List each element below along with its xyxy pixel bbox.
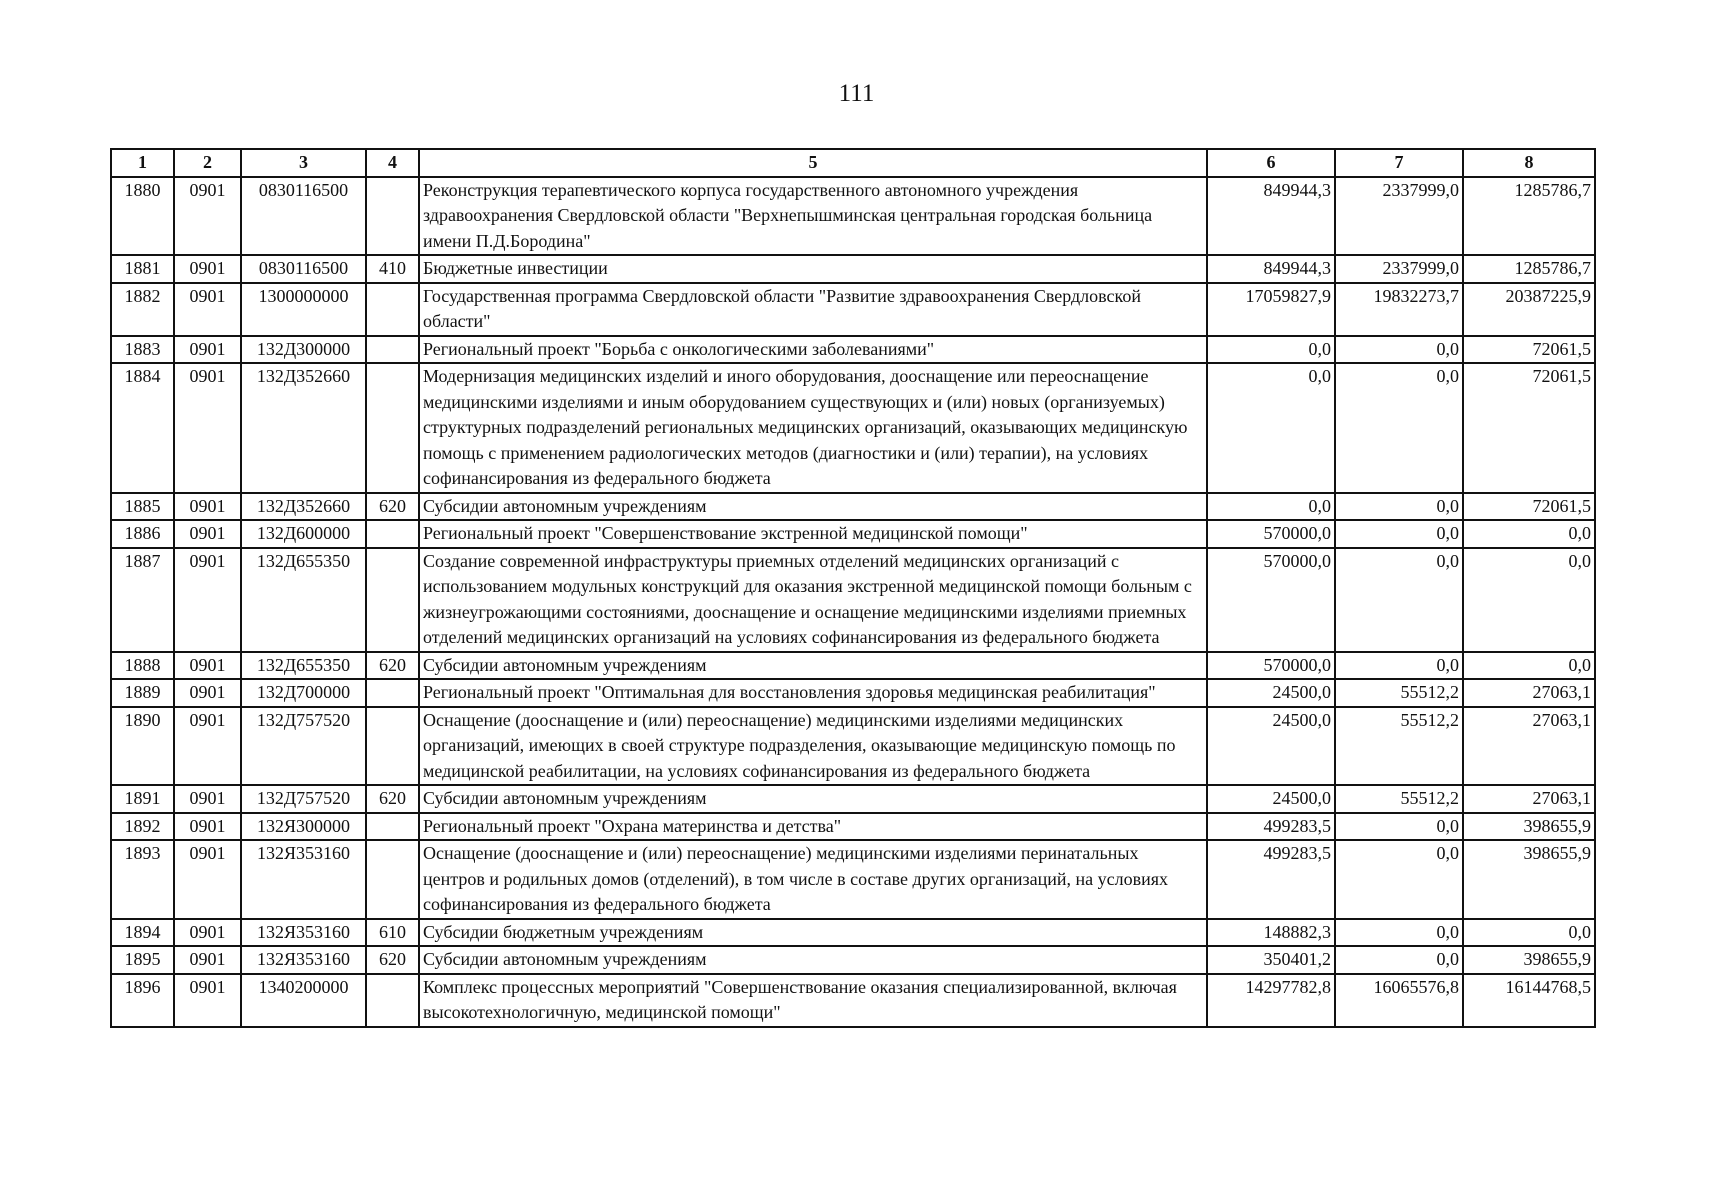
expense-type-cell: 620 bbox=[366, 946, 419, 974]
amount-col7-cell: 0,0 bbox=[1335, 840, 1463, 919]
column-header: 7 bbox=[1335, 149, 1463, 177]
item-name-cell: Создание современной инфраструктуры приемных отделений медицинских организаций с использованием модульных конструкций для оказания экстренной медицинской помощи больным с жизнеугрожающими состояниями, дооснащение и оснащение медицинскими изделиями приемных отделений медицинских организаций на условиях софинансирования из федерального бюджета bbox=[419, 548, 1207, 652]
row-number-cell: 1889 bbox=[111, 679, 174, 707]
section-code-cell: 0901 bbox=[174, 707, 241, 786]
target-code-cell: 132Я353160 bbox=[241, 919, 366, 947]
item-name-cell: Субсидии бюджетным учреждениям bbox=[419, 919, 1207, 947]
row-number-cell: 1888 bbox=[111, 652, 174, 680]
target-code-cell: 132Я300000 bbox=[241, 813, 366, 841]
column-header: 8 bbox=[1463, 149, 1595, 177]
amount-col7-cell: 0,0 bbox=[1335, 946, 1463, 974]
column-header: 1 bbox=[111, 149, 174, 177]
amount-col6-cell: 14297782,8 bbox=[1207, 974, 1335, 1027]
section-code-cell: 0901 bbox=[174, 974, 241, 1027]
target-code-cell: 0830116500 bbox=[241, 255, 366, 283]
page-number: 111 bbox=[838, 80, 875, 107]
column-header: 4 bbox=[366, 149, 419, 177]
amount-col7-cell: 0,0 bbox=[1335, 652, 1463, 680]
target-code-cell: 1340200000 bbox=[241, 974, 366, 1027]
expense-type-cell bbox=[366, 520, 419, 548]
row-number-cell: 1887 bbox=[111, 548, 174, 652]
expense-type-cell bbox=[366, 974, 419, 1027]
target-code-cell: 132Д300000 bbox=[241, 336, 366, 364]
table-row bbox=[111, 548, 1595, 652]
amount-col6-cell: 350401,2 bbox=[1207, 946, 1335, 974]
amount-col7-cell: 19832273,7 bbox=[1335, 283, 1463, 336]
amount-col7-cell: 0,0 bbox=[1335, 520, 1463, 548]
target-code-cell: 132Д655350 bbox=[241, 548, 366, 652]
item-name-cell: Бюджетные инвестиции bbox=[419, 255, 1207, 283]
amount-col8-cell: 0,0 bbox=[1463, 652, 1595, 680]
section-code-cell: 0901 bbox=[174, 785, 241, 813]
amount-col7-cell: 2337999,0 bbox=[1335, 177, 1463, 256]
amount-col8-cell: 72061,5 bbox=[1463, 336, 1595, 364]
table-row bbox=[111, 652, 1595, 680]
table-row bbox=[111, 785, 1595, 813]
amount-col7-cell: 0,0 bbox=[1335, 336, 1463, 364]
table-row bbox=[111, 363, 1595, 493]
section-code-cell: 0901 bbox=[174, 548, 241, 652]
amount-col6-cell: 849944,3 bbox=[1207, 177, 1335, 256]
amount-col6-cell: 148882,3 bbox=[1207, 919, 1335, 947]
amount-col7-cell: 2337999,0 bbox=[1335, 255, 1463, 283]
row-number-cell: 1894 bbox=[111, 919, 174, 947]
row-number-cell: 1880 bbox=[111, 177, 174, 256]
section-code-cell: 0901 bbox=[174, 813, 241, 841]
expense-type-cell: 410 bbox=[366, 255, 419, 283]
table-row bbox=[111, 336, 1595, 364]
amount-col8-cell: 72061,5 bbox=[1463, 493, 1595, 521]
amount-col7-cell: 16065576,8 bbox=[1335, 974, 1463, 1027]
amount-col8-cell: 16144768,5 bbox=[1463, 974, 1595, 1027]
amount-col8-cell: 72061,5 bbox=[1463, 363, 1595, 493]
target-code-cell: 132Д655350 bbox=[241, 652, 366, 680]
amount-col6-cell: 24500,0 bbox=[1207, 785, 1335, 813]
amount-col8-cell: 0,0 bbox=[1463, 548, 1595, 652]
table-row bbox=[111, 813, 1595, 841]
row-number-cell: 1893 bbox=[111, 840, 174, 919]
row-number-cell: 1883 bbox=[111, 336, 174, 364]
amount-col8-cell: 1285786,7 bbox=[1463, 177, 1595, 256]
amount-col8-cell: 1285786,7 bbox=[1463, 255, 1595, 283]
item-name-cell: Субсидии автономным учреждениям bbox=[419, 946, 1207, 974]
column-header: 6 bbox=[1207, 149, 1335, 177]
item-name-cell: Региональный проект "Совершенствование экстренной медицинской помощи" bbox=[419, 520, 1207, 548]
target-code-cell: 132Д757520 bbox=[241, 785, 366, 813]
section-code-cell: 0901 bbox=[174, 840, 241, 919]
expense-type-cell: 620 bbox=[366, 493, 419, 521]
section-code-cell: 0901 bbox=[174, 520, 241, 548]
table-row bbox=[111, 493, 1595, 521]
column-header: 2 bbox=[174, 149, 241, 177]
section-code-cell: 0901 bbox=[174, 363, 241, 493]
amount-col7-cell: 0,0 bbox=[1335, 813, 1463, 841]
amount-col7-cell: 55512,2 bbox=[1335, 785, 1463, 813]
amount-col6-cell: 849944,3 bbox=[1207, 255, 1335, 283]
item-name-cell: Оснащение (дооснащение и (или) переоснащение) медицинскими изделиями медицинских организаций, имеющих в своей структуре подразделения, оказывающие медицинскую помощь по медицинской реабилитации, на условиях софинансирования из федерального бюджета bbox=[419, 707, 1207, 786]
amount-col6-cell: 17059827,9 bbox=[1207, 283, 1335, 336]
amount-col8-cell: 0,0 bbox=[1463, 919, 1595, 947]
section-code-cell: 0901 bbox=[174, 919, 241, 947]
item-name-cell: Оснащение (дооснащение и (или) переоснащение) медицинскими изделиями перинатальных центров и родильных домов (отделений), в том числе в составе других организаций, на условиях софинансирования из федерального бюджета bbox=[419, 840, 1207, 919]
table-body bbox=[111, 177, 1595, 1027]
row-number-cell: 1886 bbox=[111, 520, 174, 548]
amount-col7-cell: 55512,2 bbox=[1335, 707, 1463, 786]
amount-col8-cell: 398655,9 bbox=[1463, 946, 1595, 974]
target-code-cell: 132Д700000 bbox=[241, 679, 366, 707]
amount-col6-cell: 570000,0 bbox=[1207, 652, 1335, 680]
expense-type-cell bbox=[366, 363, 419, 493]
item-name-cell: Субсидии автономным учреждениям bbox=[419, 493, 1207, 521]
amount-col7-cell: 0,0 bbox=[1335, 919, 1463, 947]
item-name-cell: Региональный проект "Борьба с онкологическими заболеваниями" bbox=[419, 336, 1207, 364]
amount-col8-cell: 20387225,9 bbox=[1463, 283, 1595, 336]
section-code-cell: 0901 bbox=[174, 946, 241, 974]
expense-type-cell bbox=[366, 548, 419, 652]
item-name-cell: Субсидии автономным учреждениям bbox=[419, 785, 1207, 813]
table-row bbox=[111, 946, 1595, 974]
amount-col6-cell: 0,0 bbox=[1207, 363, 1335, 493]
section-code-cell: 0901 bbox=[174, 679, 241, 707]
expense-type-cell bbox=[366, 283, 419, 336]
amount-col8-cell: 27063,1 bbox=[1463, 707, 1595, 786]
section-code-cell: 0901 bbox=[174, 283, 241, 336]
table-row bbox=[111, 520, 1595, 548]
row-number-cell: 1890 bbox=[111, 707, 174, 786]
target-code-cell: 132Я353160 bbox=[241, 840, 366, 919]
section-code-cell: 0901 bbox=[174, 493, 241, 521]
amount-col7-cell: 0,0 bbox=[1335, 493, 1463, 521]
item-name-cell: Региональный проект "Оптимальная для восстановления здоровья медицинская реабилитация" bbox=[419, 679, 1207, 707]
item-name-cell: Государственная программа Свердловской области "Развитие здравоохранения Свердловской области" bbox=[419, 283, 1207, 336]
amount-col6-cell: 0,0 bbox=[1207, 493, 1335, 521]
expense-type-cell: 620 bbox=[366, 652, 419, 680]
target-code-cell: 132Д600000 bbox=[241, 520, 366, 548]
amount-col6-cell: 0,0 bbox=[1207, 336, 1335, 364]
row-number-cell: 1895 bbox=[111, 946, 174, 974]
table-row bbox=[111, 840, 1595, 919]
item-name-cell: Реконструкция терапевтического корпуса государственного автономного учреждения здравоохранения Свердловской области "Верхнепышминская центральная городская больница имени П.Д.Бородина" bbox=[419, 177, 1207, 256]
row-number-cell: 1885 bbox=[111, 493, 174, 521]
item-name-cell: Региональный проект "Охрана материнства и детства" bbox=[419, 813, 1207, 841]
amount-col6-cell: 570000,0 bbox=[1207, 520, 1335, 548]
target-code-cell: 132Я353160 bbox=[241, 946, 366, 974]
amount-col8-cell: 0,0 bbox=[1463, 520, 1595, 548]
row-number-cell: 1882 bbox=[111, 283, 174, 336]
expense-type-cell bbox=[366, 707, 419, 786]
table-row bbox=[111, 707, 1595, 786]
row-number-cell: 1881 bbox=[111, 255, 174, 283]
section-code-cell: 0901 bbox=[174, 652, 241, 680]
target-code-cell: 132Д352660 bbox=[241, 363, 366, 493]
amount-col6-cell: 499283,5 bbox=[1207, 840, 1335, 919]
table-row bbox=[111, 919, 1595, 947]
target-code-cell: 0830116500 bbox=[241, 177, 366, 256]
expense-type-cell: 610 bbox=[366, 919, 419, 947]
section-code-cell: 0901 bbox=[174, 336, 241, 364]
expense-type-cell bbox=[366, 177, 419, 256]
item-name-cell: Модернизация медицинских изделий и иного оборудования, дооснащение или переоснащение медицинскими изделиями и иным оборудованием существующих и (или) новых (организуемых) структурных подразделений региональных медицинских организаций, оказывающих медицинскую помощь с применением радиологических методов (диагностики и (или) терапии), на условиях софинансирования из федерального бюджета bbox=[419, 363, 1207, 493]
budget-table bbox=[110, 148, 1596, 1028]
row-number-cell: 1884 bbox=[111, 363, 174, 493]
amount-col7-cell: 55512,2 bbox=[1335, 679, 1463, 707]
column-header: 5 bbox=[419, 149, 1207, 177]
row-number-cell: 1892 bbox=[111, 813, 174, 841]
row-number-cell: 1896 bbox=[111, 974, 174, 1027]
amount-col8-cell: 398655,9 bbox=[1463, 813, 1595, 841]
section-code-cell: 0901 bbox=[174, 177, 241, 256]
table-row bbox=[111, 255, 1595, 283]
amount-col7-cell: 0,0 bbox=[1335, 548, 1463, 652]
header-row bbox=[111, 149, 1595, 177]
item-name-cell: Субсидии автономным учреждениям bbox=[419, 652, 1207, 680]
amount-col8-cell: 27063,1 bbox=[1463, 785, 1595, 813]
expense-type-cell bbox=[366, 679, 419, 707]
section-code-cell: 0901 bbox=[174, 255, 241, 283]
item-name-cell: Комплекс процессных мероприятий "Совершенствование оказания специализированной, включая высокотехнологичную, медицинской помощи" bbox=[419, 974, 1207, 1027]
amount-col6-cell: 24500,0 bbox=[1207, 679, 1335, 707]
table-row bbox=[111, 974, 1595, 1027]
amount-col6-cell: 499283,5 bbox=[1207, 813, 1335, 841]
table-row bbox=[111, 177, 1595, 256]
expense-type-cell: 620 bbox=[366, 785, 419, 813]
target-code-cell: 1300000000 bbox=[241, 283, 366, 336]
amount-col6-cell: 570000,0 bbox=[1207, 548, 1335, 652]
column-header: 3 bbox=[241, 149, 366, 177]
target-code-cell: 132Д352660 bbox=[241, 493, 366, 521]
row-number-cell: 1891 bbox=[111, 785, 174, 813]
amount-col7-cell: 0,0 bbox=[1335, 363, 1463, 493]
table-row bbox=[111, 679, 1595, 707]
amount-col6-cell: 24500,0 bbox=[1207, 707, 1335, 786]
amount-col8-cell: 398655,9 bbox=[1463, 840, 1595, 919]
expense-type-cell bbox=[366, 840, 419, 919]
target-code-cell: 132Д757520 bbox=[241, 707, 366, 786]
table-row bbox=[111, 283, 1595, 336]
expense-type-cell bbox=[366, 336, 419, 364]
expense-type-cell bbox=[366, 813, 419, 841]
amount-col8-cell: 27063,1 bbox=[1463, 679, 1595, 707]
